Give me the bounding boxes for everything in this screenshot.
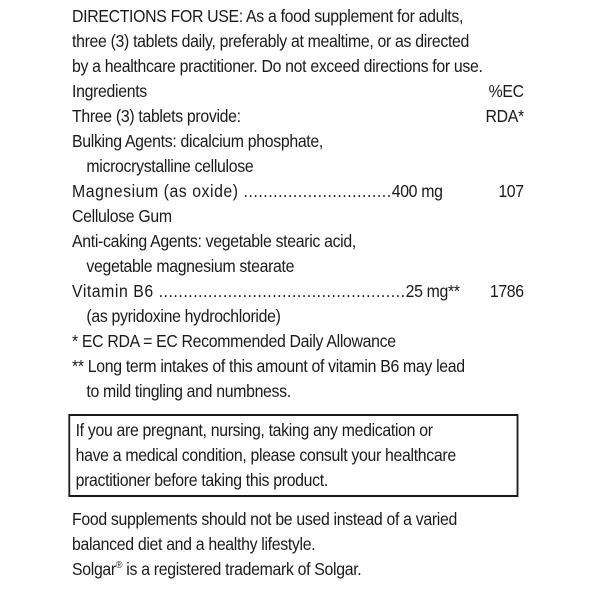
provide-row [72,104,524,129]
supplement-label [72,4,524,582]
warning-box [68,414,518,497]
footnote-b6-line-1: ** Long term intakes of this amount of vitamin B6 may lead [72,356,465,376]
magnesium-pct: 107 [498,181,524,201]
directions-line-1: DIRECTIONS FOR USE: As a food supplement for adults, [72,6,464,26]
vitamin-b6-row [72,279,524,304]
directions-line-3: by a healthcare practitioner. Do not exceed directions for use. [72,56,483,76]
warning-line-1: If you are pregnant, nursing, taking any medication or [75,420,433,440]
brand-name: Solgar [72,559,116,579]
vitamin-b6-form: (as pyridoxine hydrochloride) [86,306,281,326]
vitamin-b6-name: Vitamin B6 .................................................. [72,281,406,301]
registered-mark: ® [115,560,123,572]
magnesium-dose: 400 mg [391,181,443,201]
closing-line-2: balanced diet and a healthy lifestyle. [72,534,316,554]
trademark-text: is a registered trademark of Solgar. [122,559,362,579]
warning-line-3: practitioner before taking this product. [75,470,328,490]
ingredients-heading-row [72,79,524,104]
anticaking-line-2: vegetable magnesium stearate [86,256,295,276]
directions-line-2: three (3) tablets daily, preferably at mealtime, or as directed [72,31,470,51]
bulking-agents-line-2: microcrystalline cellulose [86,156,254,176]
closing-line-1: Food supplements should not be used instead of a varied [72,509,457,529]
footnote-b6-line-2: to mild tingling and numbness. [86,381,291,401]
anticaking-line-1: Anti-caking Agents: vegetable stearic acid, [72,231,356,251]
rda-heading: RDA* [485,106,524,126]
magnesium-row [72,179,524,204]
magnesium-name: Magnesium (as oxide) .............................. [72,181,392,201]
ingredients-heading: Ingredients [72,81,147,101]
vitamin-b6-pct: 1786 [489,281,524,301]
trademark-line [72,557,524,582]
cellulose-gum: Cellulose Gum [72,206,172,226]
footnote-rda: * EC RDA = EC Recommended Daily Allowance [72,331,396,351]
warning-line-2: have a medical condition, please consult your healthcare [75,445,456,465]
ec-heading: %EC [488,81,524,101]
bulking-agents-line-1: Bulking Agents: dicalcium phosphate, [72,131,323,151]
provide-label: Three (3) tablets provide: [72,106,241,126]
vitamin-b6-dose: 25 mg** [405,281,460,301]
